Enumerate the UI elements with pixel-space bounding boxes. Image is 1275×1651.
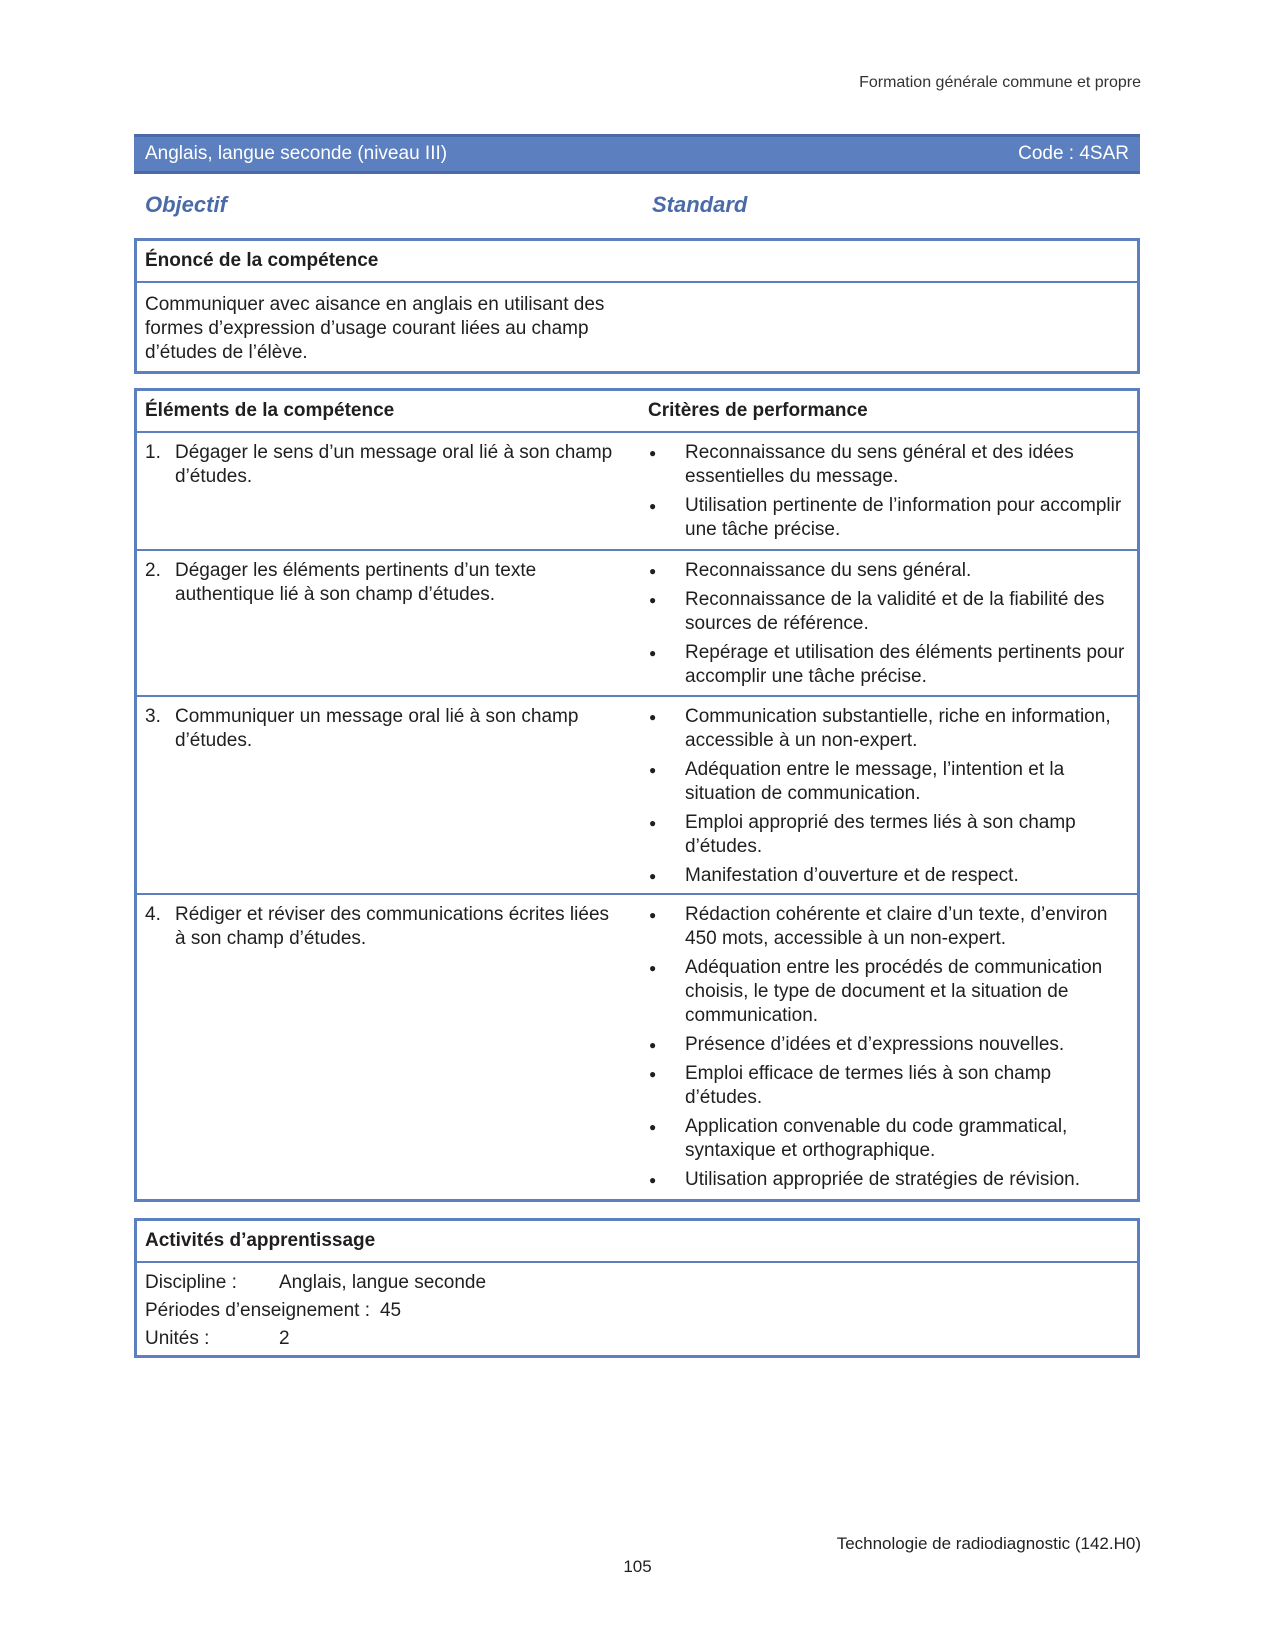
element-text: Rédiger et réviser des communications écrites liées à son champ d’études. bbox=[175, 904, 610, 949]
criterion-item bbox=[647, 1033, 1125, 1057]
criterion-item bbox=[647, 864, 1125, 888]
elements-table-header bbox=[137, 391, 1137, 433]
criterion-text: Reconnaissance du sens général et des idées essentielles du message. bbox=[685, 442, 1074, 487]
course-code: Code : 4SAR bbox=[1018, 143, 1129, 164]
criterion-text: Manifestation d’ouverture et de respect. bbox=[685, 865, 1019, 886]
footer-program: Technologie de radiodiagnostic (142.H0) bbox=[836, 1534, 1141, 1553]
criterion-item bbox=[647, 705, 1125, 753]
elements-rows bbox=[137, 433, 1137, 1201]
element-text: Communiquer un message oral lié à son champ d’études. bbox=[175, 706, 579, 751]
enonce-text: Communiquer avec aisance en anglais en utilisant des formes d’expression d’usage courant liées au champ d’études de l’élève. bbox=[145, 294, 605, 363]
criterion-item bbox=[647, 1115, 1125, 1163]
criterion-text: Application convenable du code grammatical, syntaxique et orthographique. bbox=[685, 1116, 1068, 1161]
criterion-item bbox=[647, 494, 1125, 542]
criterion-item bbox=[647, 588, 1125, 636]
bullet-icon: ● bbox=[649, 869, 657, 883]
criterion-text: Adéquation entre le message, l’intention et la situation de communication. bbox=[685, 759, 1065, 804]
criteria-list bbox=[637, 903, 1125, 1195]
bullet-icon: ● bbox=[649, 908, 657, 922]
discipline-value: Anglais, langue seconde bbox=[279, 1272, 487, 1293]
bullet-icon: ● bbox=[649, 710, 657, 724]
bullet-icon: ● bbox=[649, 1067, 657, 1081]
enonce-heading: Énoncé de la compétence bbox=[137, 241, 1137, 283]
element-cell bbox=[145, 705, 637, 887]
discipline-line bbox=[145, 1269, 1129, 1297]
criterion-item bbox=[647, 1062, 1125, 1110]
bullet-icon: ● bbox=[649, 763, 657, 777]
bullet-icon: ● bbox=[649, 593, 657, 607]
bullet-icon: ● bbox=[649, 1173, 657, 1187]
bullet-icon: ● bbox=[649, 646, 657, 660]
criterion-item bbox=[647, 641, 1125, 689]
standard-label: Standard bbox=[652, 192, 748, 217]
criterion-item bbox=[647, 758, 1125, 806]
bullet-icon: ● bbox=[649, 816, 657, 830]
criterion-item bbox=[647, 811, 1125, 859]
criterion-text: Utilisation appropriée de stratégies de révision. bbox=[685, 1169, 1080, 1190]
criteria-list bbox=[637, 559, 1125, 689]
element-cell bbox=[145, 903, 637, 1195]
activites-heading: Activités d’apprentissage bbox=[137, 1221, 1137, 1263]
criterion-text: Présence d’idées et d’expressions nouvelles. bbox=[685, 1034, 1065, 1055]
bullet-icon: ● bbox=[649, 961, 657, 975]
criterion-item bbox=[647, 441, 1125, 489]
bullet-icon: ● bbox=[649, 499, 657, 513]
element-cell bbox=[145, 441, 637, 543]
course-title: Anglais, langue seconde (niveau III) bbox=[145, 143, 448, 164]
objectif-label: Objectif bbox=[145, 192, 227, 217]
unites-label: Unités : bbox=[145, 1328, 210, 1349]
criterion-text: Reconnaissance du sens général. bbox=[685, 560, 972, 581]
unites-line bbox=[145, 1325, 1129, 1353]
periodes-label: Périodes d’enseignement : bbox=[145, 1300, 370, 1321]
criteria-list bbox=[637, 441, 1125, 543]
bullet-icon: ● bbox=[649, 564, 657, 578]
criterion-item bbox=[647, 559, 1125, 583]
element-row bbox=[137, 695, 1137, 893]
criterion-text: Reconnaissance de la validité et de la fiabilité des sources de référence. bbox=[685, 589, 1105, 634]
criterion-text: Repérage et utilisation des éléments pertinents pour accomplir une tâche précise. bbox=[685, 642, 1125, 687]
periodes-value: 45 bbox=[379, 1300, 402, 1321]
element-text: Dégager les éléments pertinents d’un texte authentique lié à son champ d’études. bbox=[175, 560, 537, 605]
element-row bbox=[137, 549, 1137, 695]
element-number: 2. bbox=[145, 560, 161, 581]
criterion-text: Rédaction cohérente et claire d’un texte, d’environ 450 mots, accessible à un non-expert. bbox=[685, 904, 1108, 949]
criterion-text: Communication substantielle, riche en information, accessible à un non-expert. bbox=[685, 706, 1111, 751]
element-row bbox=[137, 893, 1137, 1201]
criterion-item bbox=[647, 903, 1125, 951]
unites-value: 2 bbox=[279, 1328, 290, 1349]
activites-body bbox=[137, 1263, 1137, 1361]
criteria-list bbox=[637, 705, 1125, 887]
bullet-icon: ● bbox=[649, 1120, 657, 1134]
bullet-icon: ● bbox=[649, 1038, 657, 1052]
activites-box bbox=[134, 1218, 1140, 1358]
element-text: Dégager le sens d’un message oral lié à son champ d’études. bbox=[175, 442, 613, 487]
bullet-icon: ● bbox=[649, 446, 657, 460]
elements-table bbox=[134, 388, 1140, 1202]
criteria-heading: Critères de performance bbox=[648, 400, 868, 421]
criterion-item bbox=[647, 1168, 1125, 1192]
periodes-line bbox=[145, 1297, 1129, 1325]
course-title-bar bbox=[134, 134, 1140, 174]
enonce-box bbox=[134, 238, 1140, 374]
page-number: 105 bbox=[623, 1557, 652, 1576]
element-cell bbox=[145, 559, 637, 689]
criterion-text: Adéquation entre les procédés de communication choisis, le type de document et la situation de communication. bbox=[685, 957, 1103, 1026]
criterion-text: Utilisation pertinente de l’information pour accomplir une tâche précise. bbox=[685, 495, 1122, 540]
discipline-label: Discipline : bbox=[145, 1272, 237, 1293]
page-header: Formation générale commune et propre bbox=[859, 74, 1141, 91]
element-number: 4. bbox=[145, 904, 161, 925]
criterion-item bbox=[647, 956, 1125, 1028]
elements-heading: Éléments de la compétence bbox=[145, 400, 395, 421]
element-row bbox=[137, 433, 1137, 549]
criterion-text: Emploi approprié des termes liés à son champ d’études. bbox=[685, 812, 1076, 857]
criterion-text: Emploi efficace de termes liés à son champ d’études. bbox=[685, 1063, 1052, 1108]
element-number: 3. bbox=[145, 706, 161, 727]
element-number: 1. bbox=[145, 442, 161, 463]
